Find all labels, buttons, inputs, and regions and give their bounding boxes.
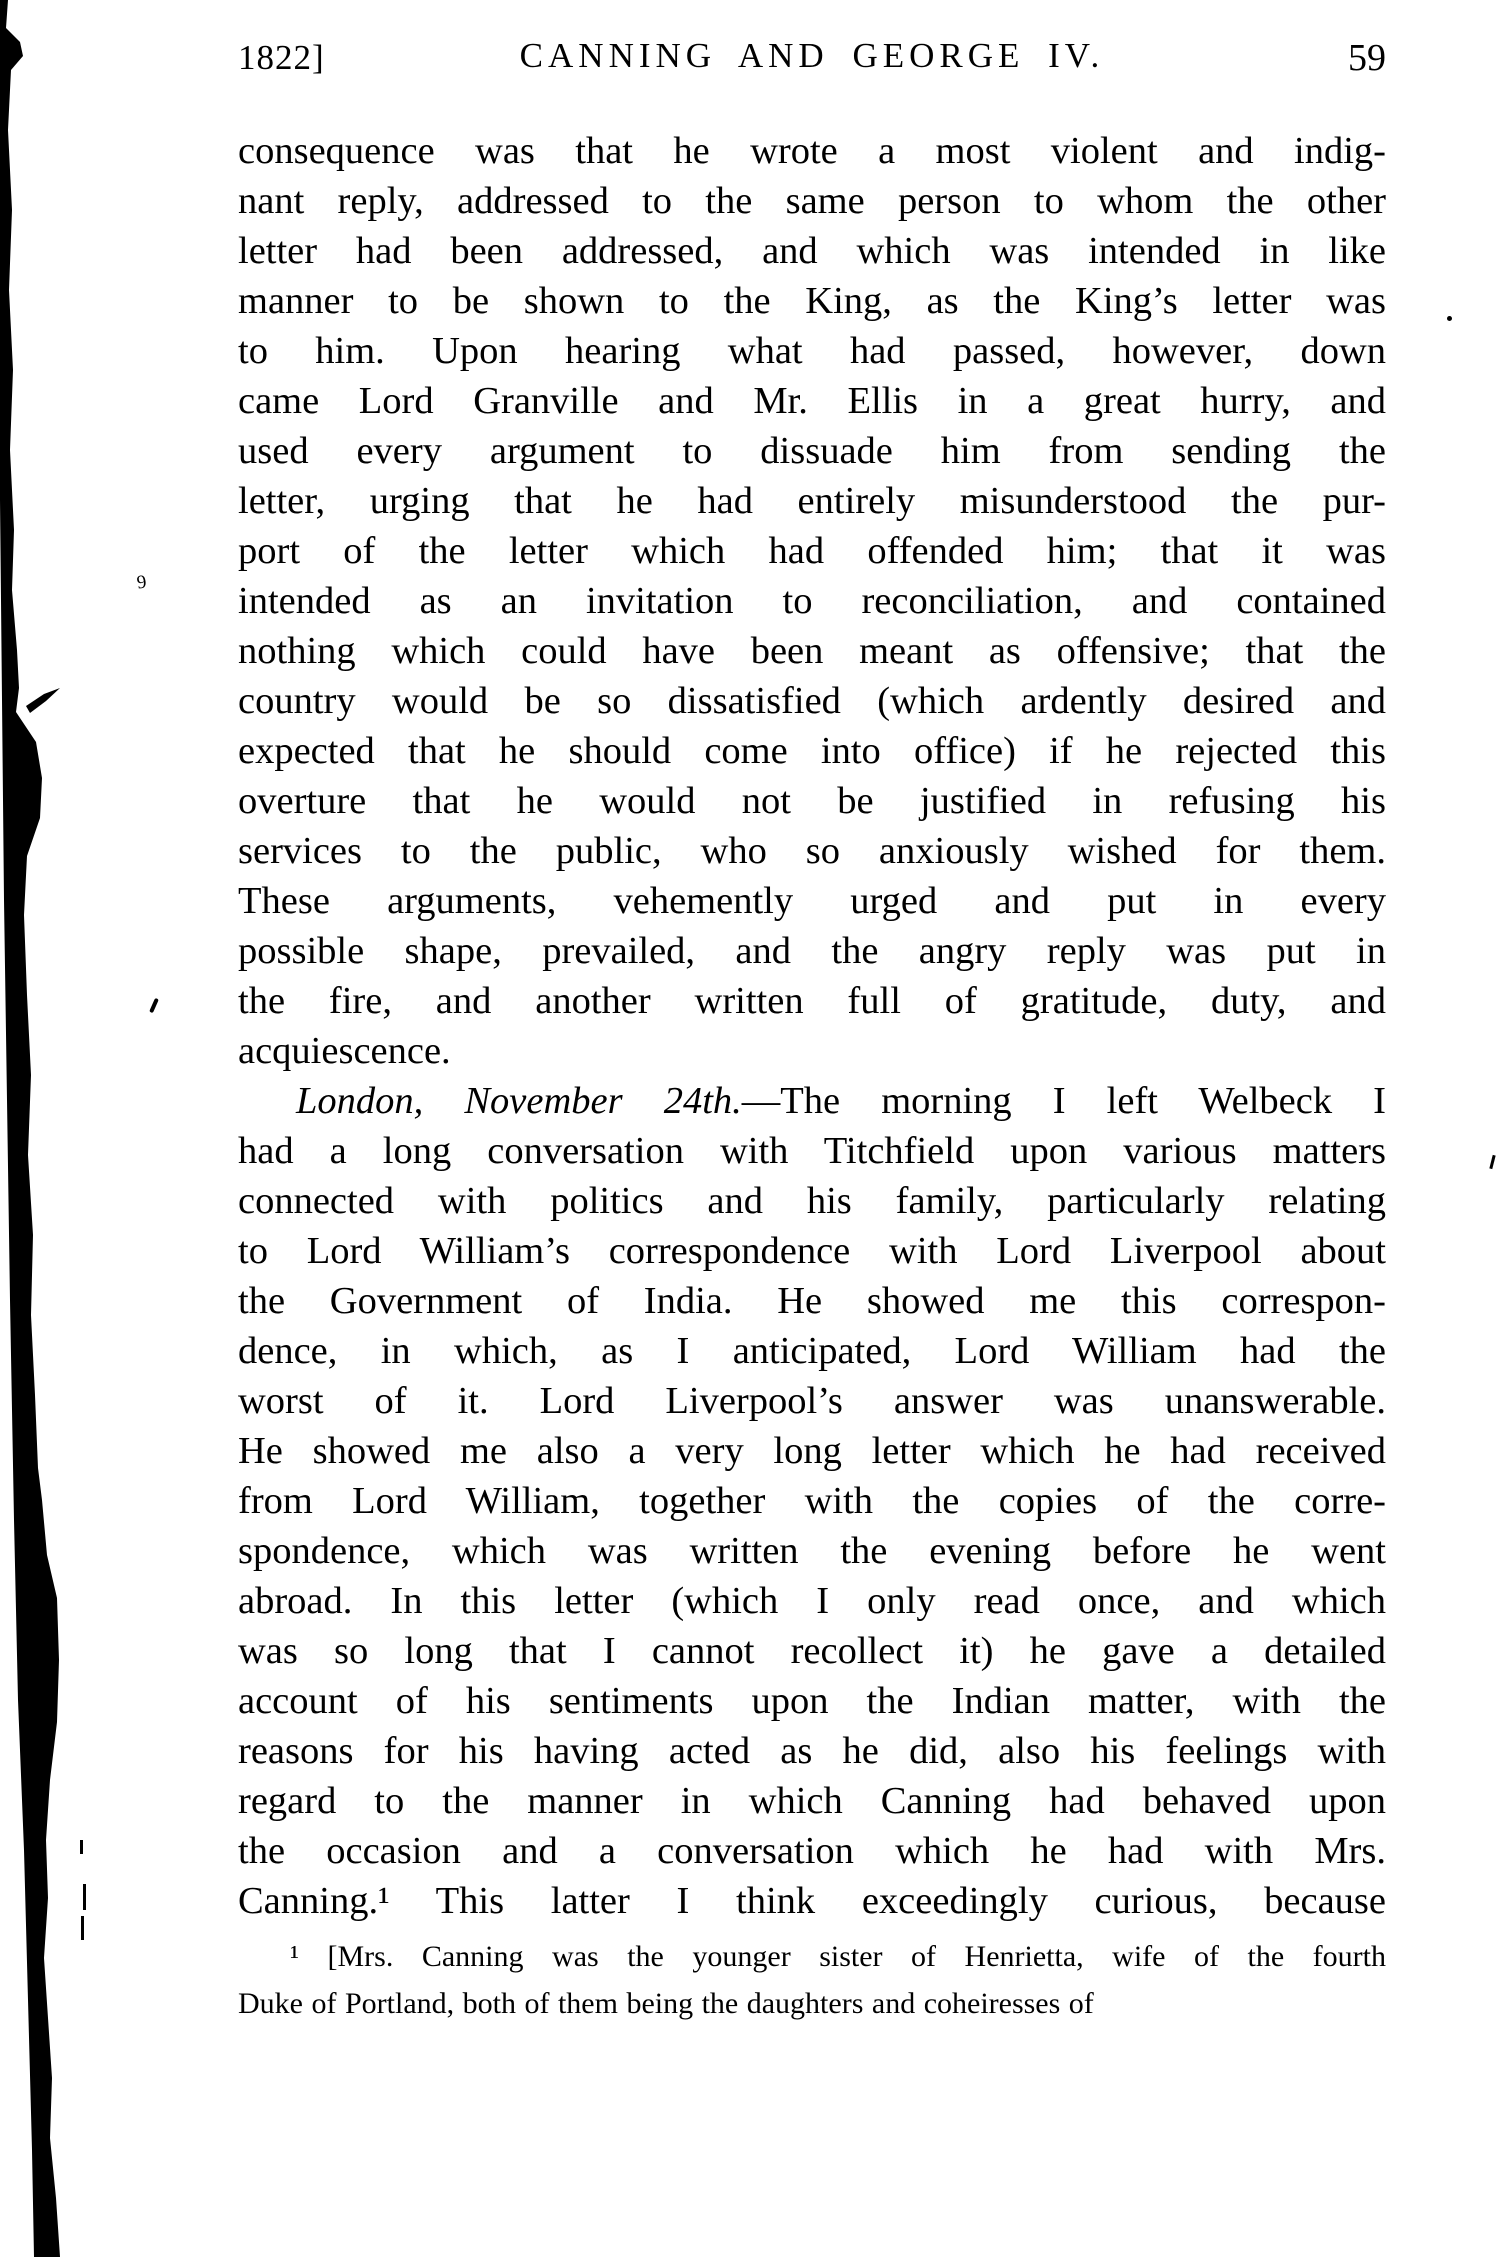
- text-line: letter had been addressed, and which was intended in like: [238, 230, 1386, 272]
- header-page-number: 59: [1348, 37, 1386, 79]
- text-line: services to the public, who so anxiously wished for them.: [238, 830, 1386, 872]
- text-line: connected with politics and his family, particularly relating: [238, 1180, 1386, 1222]
- scan-speck: [83, 1884, 86, 1910]
- text-line: possible shape, prevailed, and the angry reply was put in: [238, 930, 1386, 972]
- text-line: had a long conversation with Titchfield upon various matters: [238, 1130, 1386, 1172]
- text-line: nant reply, addressed to the same person to whom the other: [238, 180, 1386, 222]
- text-line: worst of it. Lord Liverpool’s answer was unanswerable.: [238, 1380, 1386, 1422]
- text-line: came Lord Granville and Mr. Ellis in a great hurry, and: [238, 380, 1386, 422]
- text-line: was so long that I cannot recollect it) he gave a detailed: [238, 1630, 1386, 1672]
- header-year: 1822]: [238, 38, 325, 77]
- text-line: regard to the manner in which Canning had behaved upon: [238, 1780, 1386, 1822]
- text-line: consequence was that he wrote a most violent and indig-: [238, 130, 1386, 172]
- text-line: intended as an invitation to reconciliation, and contained: [238, 580, 1386, 622]
- text-line: letter, urging that he had entirely misunderstood the pur-: [238, 480, 1386, 522]
- text-line: nothing which could have been meant as offensive; that the: [238, 630, 1386, 672]
- text-line: to Lord William’s correspondence with Lord Liverpool about: [238, 1230, 1386, 1272]
- text-line: port of the letter which had offended him; that it was: [238, 530, 1386, 572]
- text-line: reasons for his having acted as he did, also his feelings with: [238, 1730, 1386, 1772]
- scan-speck: [81, 1916, 84, 1940]
- margin-stray-glyph: 9: [135, 571, 148, 594]
- text-line: country would be so dissatisfied (which ardently desired and: [238, 680, 1386, 722]
- scan-speck: [149, 998, 159, 1013]
- scan-speck: [1447, 316, 1452, 321]
- text-line: the Government of India. He showed me this correspon-: [238, 1280, 1386, 1322]
- text-line: the fire, and another written full of gratitude, duty, and: [238, 980, 1386, 1022]
- footnote-line: ¹ [Mrs. Canning was the younger sister of Henrietta, wife of the fourth: [290, 1940, 1386, 1973]
- header-title: CANNING AND GEORGE IV.: [519, 36, 1105, 75]
- text-line: from Lord William, together with the copies of the corre-: [238, 1480, 1386, 1522]
- text-line: overture that he would not be justified in refusing his: [238, 780, 1386, 822]
- main-text: [238, 126, 1386, 1926]
- scan-speck: [1489, 1155, 1495, 1169]
- text-line: These arguments, vehemently urged and put in every: [238, 880, 1386, 922]
- diary-dateline: London, November 24th.: [296, 1080, 742, 1122]
- text-line: abroad. In this letter (which I only read once, and which: [238, 1580, 1386, 1622]
- text-line: dence, in which, as I anticipated, Lord William had the: [238, 1330, 1386, 1372]
- text-line: account of his sentiments upon the Indian matter, with the: [238, 1680, 1386, 1722]
- text-line: acquiescence.: [238, 1030, 451, 1072]
- text-line: to him. Upon hearing what had passed, however, down: [238, 330, 1386, 372]
- text-line: expected that he should come into office) if he rejected this: [238, 730, 1386, 772]
- running-head: [238, 36, 1386, 86]
- text-line: the occasion and a conversation which he had with Mrs.: [238, 1830, 1386, 1872]
- text-line-diary-entry-start: [238, 1076, 1386, 1126]
- scan-gutter-artifact: [0, 0, 120, 2257]
- text-line: spondence, which was written the evening before he went: [238, 1530, 1386, 1572]
- diary-dateline-continuation: —The morning I left Welbeck I: [741, 1080, 1386, 1122]
- footnote: [238, 1933, 1386, 2027]
- text-line: Canning.¹ This latter I think exceedingly curious, because: [238, 1880, 1386, 1922]
- scan-speck: [80, 1840, 83, 1854]
- footnote-line: Duke of Portland, both of them being the daughters and coheiresses of: [238, 1987, 1094, 2020]
- text-line: used every argument to dissuade him from sending the: [238, 430, 1386, 472]
- text-line: manner to be shown to the King, as the King’s letter was: [238, 280, 1386, 322]
- text-line: He showed me also a very long letter which he had received: [238, 1430, 1386, 1472]
